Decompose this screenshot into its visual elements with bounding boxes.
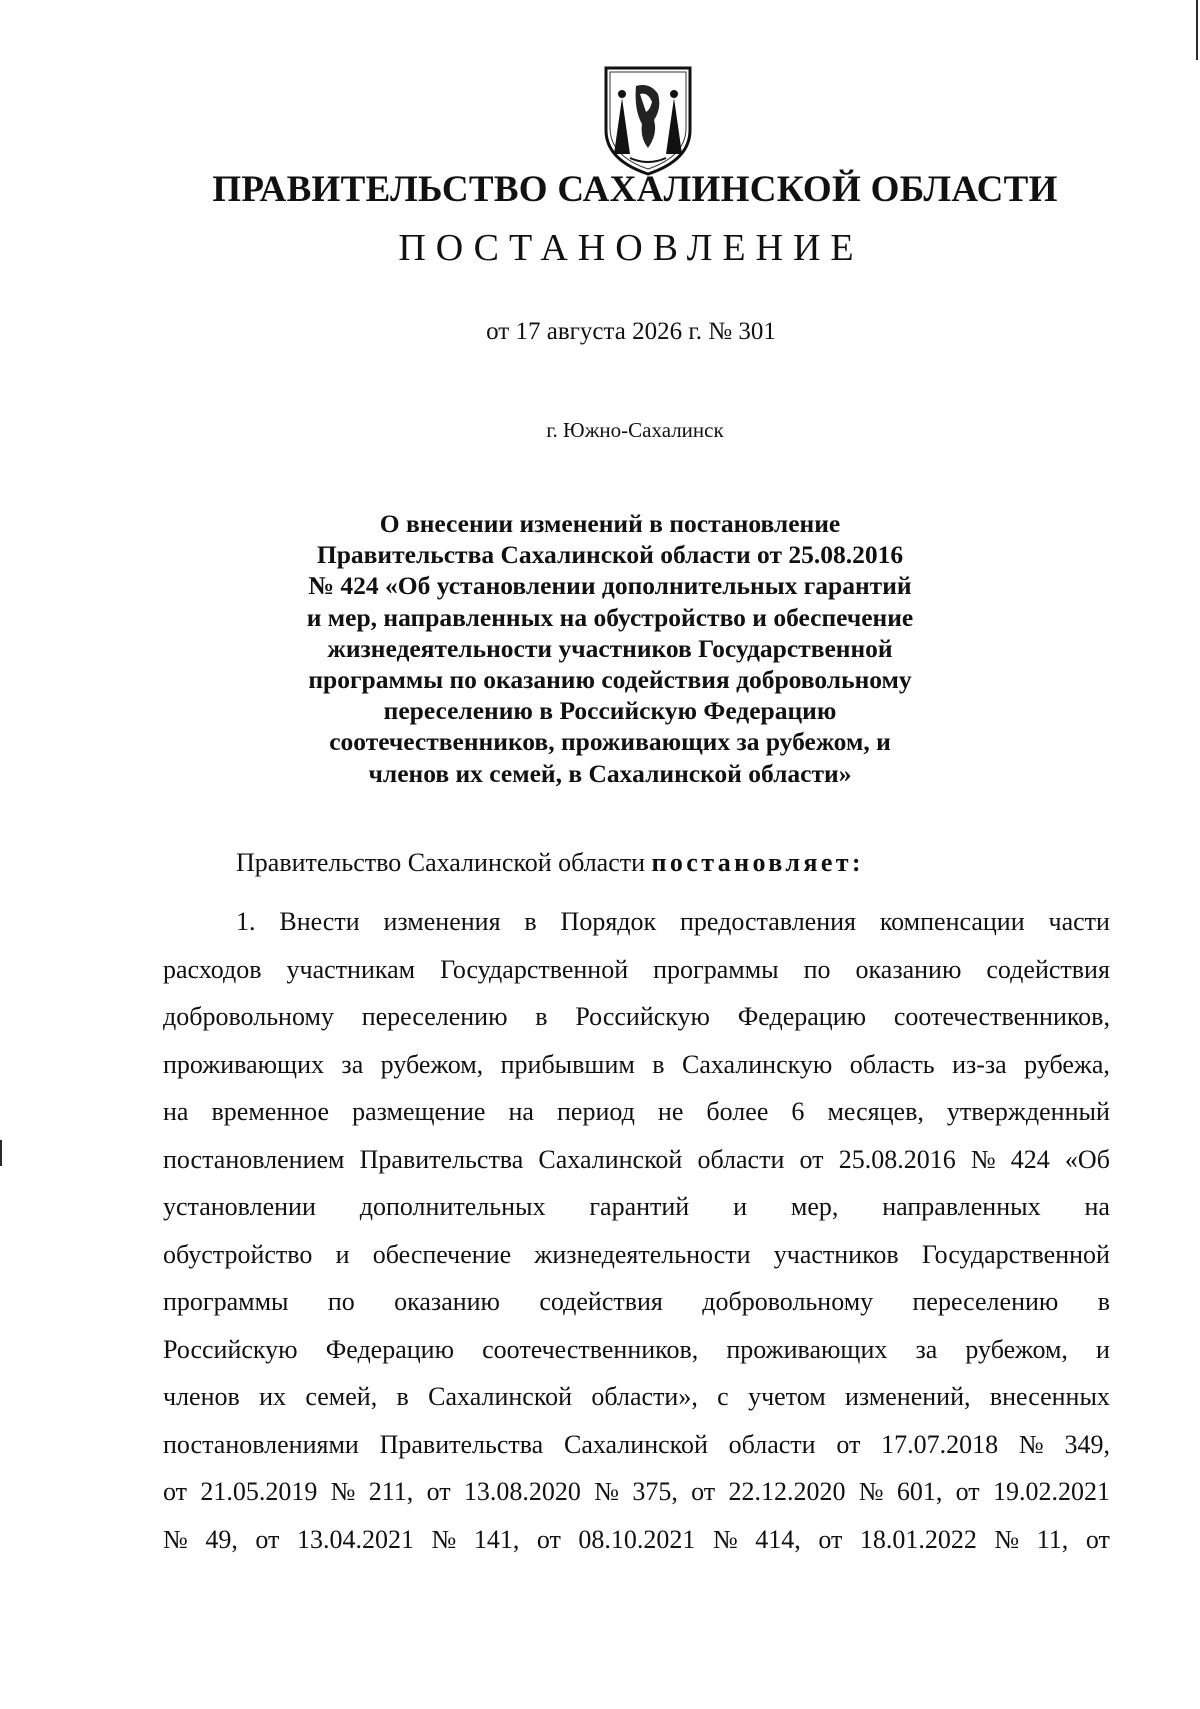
body-word: период bbox=[557, 1097, 635, 1126]
body-line bbox=[163, 1468, 1110, 1516]
body-paragraph bbox=[163, 898, 1110, 1563]
preamble-keyword: постановляет: bbox=[651, 848, 864, 877]
body-word: от bbox=[818, 1524, 843, 1554]
body-word: Правительства bbox=[379, 1429, 544, 1459]
body-word: содействия bbox=[539, 1287, 663, 1316]
body-word: Федерацию bbox=[325, 1334, 455, 1364]
body-word: добровольному bbox=[702, 1287, 874, 1316]
body-line bbox=[163, 1326, 1110, 1374]
body-word: № bbox=[330, 1477, 356, 1506]
body-word: 25.08.2016 bbox=[838, 1144, 956, 1174]
body-word: с bbox=[717, 1382, 729, 1411]
scan-edge-mark bbox=[0, 1140, 2, 1166]
body-word: № bbox=[594, 1477, 620, 1506]
body-word: № bbox=[712, 1524, 738, 1554]
body-word: обустройство bbox=[163, 1239, 313, 1269]
body-line bbox=[163, 898, 1110, 946]
body-word: в bbox=[652, 1049, 665, 1079]
body-word: 17.07.2018 bbox=[881, 1429, 999, 1459]
body-word: членов bbox=[163, 1382, 240, 1411]
body-word: 349, bbox=[1064, 1429, 1110, 1459]
document-type: ПОСТАНОВЛЕНИЕ bbox=[398, 227, 864, 269]
body-word: обеспечение bbox=[372, 1239, 512, 1269]
body-word: оказанию bbox=[855, 954, 962, 984]
body-word: в bbox=[1097, 1287, 1110, 1316]
body-word: № bbox=[431, 1524, 457, 1554]
coat-of-arms-icon bbox=[600, 64, 696, 176]
body-word: по bbox=[327, 1287, 355, 1316]
body-word: программы bbox=[163, 1287, 289, 1316]
body-line bbox=[163, 1373, 1110, 1421]
body-word: добровольному bbox=[163, 1002, 334, 1031]
body-word: изменений, bbox=[845, 1382, 971, 1411]
body-word: области bbox=[697, 1144, 785, 1174]
body-word: на bbox=[1084, 1192, 1110, 1221]
body-word: месяцев, bbox=[827, 1097, 924, 1126]
body-word: Сахалинскую bbox=[681, 1049, 833, 1079]
subject-line: членов их семей, в Сахалинской области» bbox=[368, 758, 852, 788]
body-word: и bbox=[335, 1239, 350, 1269]
body-word: постановлениями bbox=[163, 1429, 359, 1459]
body-line bbox=[163, 1136, 1110, 1184]
body-word: 1. bbox=[236, 907, 256, 936]
body-word: на bbox=[163, 1097, 189, 1126]
body-line bbox=[163, 1041, 1110, 1089]
body-word: учетом bbox=[748, 1382, 826, 1411]
body-word: 19.02.2021 bbox=[992, 1477, 1110, 1506]
body-word: на bbox=[508, 1097, 534, 1126]
body-line bbox=[163, 1278, 1110, 1326]
body-word: 141, bbox=[473, 1524, 520, 1554]
body-word: изменения bbox=[383, 907, 501, 936]
body-word: от bbox=[163, 1477, 188, 1506]
body-line bbox=[163, 1421, 1110, 1469]
body-word: от bbox=[1085, 1524, 1110, 1554]
body-word: 375, bbox=[632, 1477, 678, 1506]
body-word: от bbox=[536, 1524, 561, 1554]
body-word: Сахалинской bbox=[428, 1382, 573, 1411]
body-word: и bbox=[1096, 1334, 1110, 1364]
body-word: из-за bbox=[952, 1049, 1007, 1079]
body-word: расходов bbox=[163, 954, 262, 984]
body-word: их bbox=[259, 1382, 287, 1411]
body-word: переселению bbox=[361, 1002, 508, 1031]
subject-line: соотечественников, проживающих за рубежом, и bbox=[329, 727, 891, 757]
subject-line: и мер, направленных на обустройство и обеспечение bbox=[306, 602, 914, 632]
body-word: оказанию bbox=[394, 1287, 500, 1316]
body-word: программы bbox=[653, 954, 779, 984]
body-word: за bbox=[915, 1334, 938, 1364]
body-word: от bbox=[426, 1477, 451, 1506]
body-word: 6 bbox=[791, 1097, 805, 1126]
body-word: и bbox=[733, 1192, 748, 1221]
body-word: в bbox=[396, 1382, 409, 1411]
body-word: содействия bbox=[986, 954, 1110, 984]
body-word: области bbox=[728, 1429, 816, 1459]
body-word: 414, bbox=[755, 1524, 801, 1554]
body-line bbox=[163, 1516, 1110, 1564]
body-word: Федерацию bbox=[737, 1002, 867, 1031]
body-word: № bbox=[1018, 1429, 1044, 1459]
body-word: 49, bbox=[205, 1524, 238, 1554]
body-word: № bbox=[163, 1524, 188, 1554]
body-word: № bbox=[970, 1144, 996, 1174]
body-word: № bbox=[994, 1524, 1020, 1554]
body-word: № bbox=[858, 1477, 884, 1506]
body-word: мер, bbox=[790, 1192, 839, 1221]
body-word: установлении bbox=[163, 1192, 316, 1221]
subject-line: № 424 «Об установлении дополнительных гарантий bbox=[308, 571, 912, 601]
body-word: 11, bbox=[1036, 1524, 1069, 1554]
body-word: более bbox=[706, 1097, 769, 1126]
body-word: семей, bbox=[305, 1382, 378, 1411]
body-word: область bbox=[849, 1049, 935, 1079]
body-word: 424 bbox=[1010, 1144, 1050, 1174]
body-word: Российскую bbox=[575, 1002, 710, 1031]
body-word: дополнительных bbox=[359, 1192, 546, 1221]
body-word: от bbox=[255, 1524, 280, 1554]
body-line bbox=[163, 993, 1110, 1041]
body-word: 22.12.2020 bbox=[728, 1477, 846, 1506]
government-title: ПРАВИТЕЛЬСТВО САХАЛИНСКОЙ ОБЛАСТИ bbox=[212, 169, 1058, 210]
body-word: от bbox=[691, 1477, 716, 1506]
body-word: переселению bbox=[912, 1287, 1059, 1316]
body-word: области», bbox=[591, 1382, 698, 1411]
body-word: временное bbox=[211, 1097, 330, 1126]
body-word: Государственной bbox=[921, 1239, 1110, 1269]
body-word: постановлением bbox=[163, 1144, 345, 1174]
document-place: г. Южно-Сахалинск bbox=[546, 418, 724, 442]
body-word: не bbox=[657, 1097, 684, 1126]
body-word: проживающих bbox=[163, 1049, 324, 1079]
subject-line: О внесении изменений в постановление bbox=[379, 509, 841, 538]
body-word: от bbox=[799, 1144, 824, 1174]
body-word: гарантий bbox=[589, 1192, 690, 1221]
subject-line: Правительства Сахалинской области от 25.08.2016 bbox=[316, 540, 904, 570]
body-word: рубежом, bbox=[380, 1049, 484, 1079]
body-word: Российскую bbox=[163, 1334, 298, 1364]
body-word: 601, bbox=[896, 1477, 943, 1506]
body-word: соотечественников, bbox=[482, 1334, 699, 1364]
body-word: прибывшим bbox=[500, 1049, 635, 1079]
body-line bbox=[163, 946, 1110, 994]
body-word: части bbox=[1048, 907, 1110, 936]
body-word: от bbox=[836, 1429, 861, 1459]
body-word: участникам bbox=[286, 954, 416, 984]
subject-line: жизнедеятельности участников Государственной bbox=[327, 633, 893, 663]
body-word: направленных bbox=[882, 1192, 1041, 1221]
body-word: 18.01.2022 bbox=[859, 1524, 977, 1554]
body-word: предоставления bbox=[680, 907, 856, 936]
body-word: в bbox=[524, 907, 537, 936]
body-word: внесенных bbox=[989, 1382, 1110, 1411]
body-word: жизнедеятельности bbox=[534, 1239, 751, 1269]
preamble bbox=[236, 848, 864, 878]
body-word: соотечественников, bbox=[893, 1002, 1110, 1031]
body-word: Сахалинской bbox=[538, 1144, 683, 1174]
body-word: рубежом, bbox=[965, 1334, 1068, 1364]
body-word: 13.08.2020 bbox=[463, 1477, 581, 1506]
body-line bbox=[163, 1231, 1110, 1279]
body-word: 21.05.2019 bbox=[200, 1477, 318, 1506]
body-word: рубежа, bbox=[1024, 1049, 1110, 1079]
body-word: от bbox=[955, 1477, 980, 1506]
body-word: за bbox=[341, 1049, 364, 1079]
body-word: «Об bbox=[1064, 1144, 1110, 1174]
body-word: проживающих bbox=[726, 1334, 888, 1364]
body-word: утвержденный bbox=[946, 1097, 1110, 1126]
body-word: Сахалинской bbox=[564, 1429, 708, 1459]
body-line bbox=[163, 1088, 1110, 1136]
body-word: Порядок bbox=[560, 907, 657, 936]
document-subject bbox=[250, 508, 970, 789]
subject-line: программы по оказанию содействия добровольному bbox=[308, 665, 912, 695]
body-word: Внести bbox=[279, 907, 360, 936]
body-word: 13.04.2021 bbox=[296, 1524, 414, 1554]
body-word: 211, bbox=[368, 1477, 414, 1506]
body-line bbox=[163, 1183, 1110, 1231]
body-word: Правительства bbox=[359, 1144, 524, 1174]
body-word: по bbox=[803, 954, 831, 984]
scan-edge-mark bbox=[1196, 0, 1198, 60]
preamble-prefix: Правительство Сахалинской области bbox=[236, 848, 646, 877]
body-word: участников bbox=[773, 1239, 899, 1269]
body-word: размещение bbox=[352, 1097, 486, 1126]
body-word: Государственной bbox=[440, 954, 629, 984]
document-date-number: от 17 августа 2026 г. № 301 bbox=[486, 318, 776, 345]
body-word: в bbox=[535, 1002, 548, 1031]
subject-line: переселению в Российскую Федерацию bbox=[383, 696, 837, 726]
body-word: компенсации bbox=[879, 907, 1025, 936]
body-word: 08.10.2021 bbox=[578, 1524, 696, 1554]
